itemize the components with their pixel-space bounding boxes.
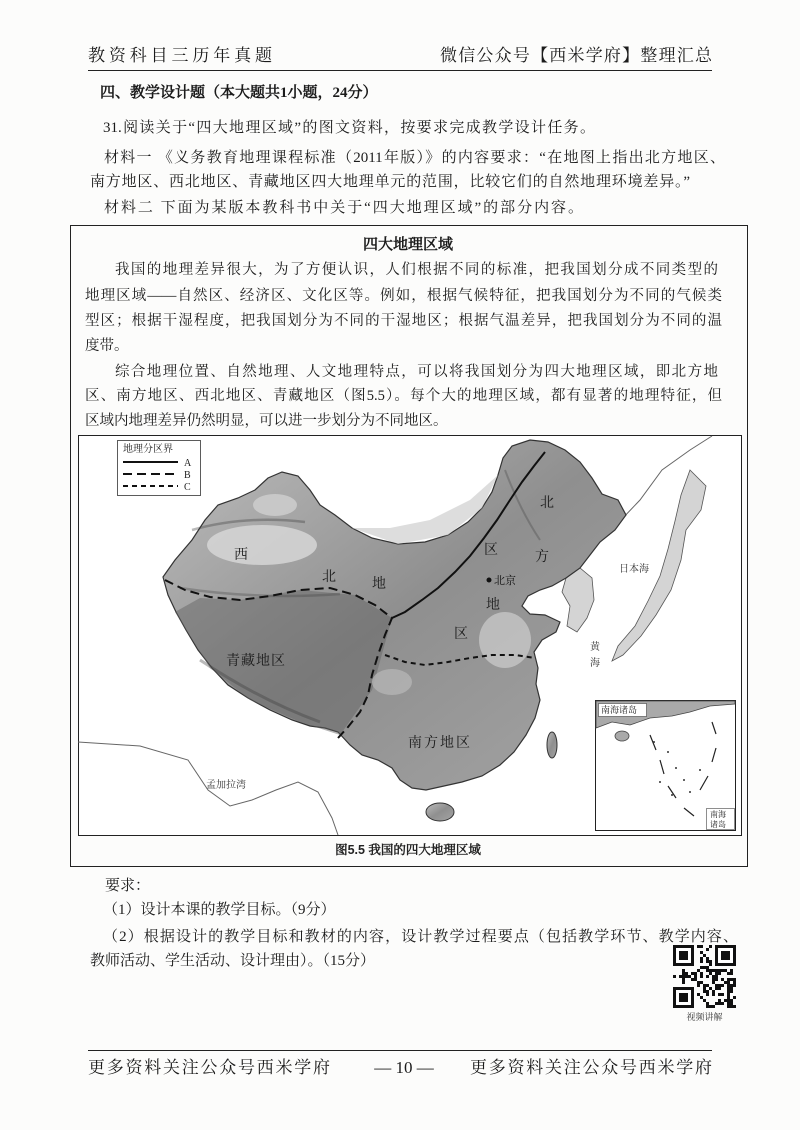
qr-module bbox=[730, 999, 733, 1002]
north-region-label: 北 bbox=[540, 496, 554, 511]
qr-module bbox=[709, 987, 712, 990]
map-caption: 图5.5 我国的四大地理区域 bbox=[335, 843, 481, 857]
requirement-line: （1）设计本课的教学目标。（9分） bbox=[103, 902, 336, 918]
northwest-region-label: 北 bbox=[322, 570, 336, 585]
material1-line: 南方地区、西北地区、青藏地区四大地理单元的范围，比较它们的自然地理环境差异。” bbox=[90, 174, 690, 190]
qr-module bbox=[721, 1002, 724, 1005]
qr-module bbox=[727, 990, 730, 993]
china-regions-map bbox=[78, 435, 742, 836]
qr-module bbox=[697, 969, 700, 972]
excerpt-line: 地理区域——自然区、经济区、文化区等。例如，根据气候特征，把我国划分为不同的气候类 bbox=[85, 288, 722, 304]
plain-relief bbox=[479, 612, 531, 668]
qr-module bbox=[685, 972, 688, 975]
requirement-line: （2）根据设计的教学目标和教材的内容，设计教学过程要点（包括教学环节、教学内容、 bbox=[103, 929, 738, 945]
qr-module bbox=[709, 1005, 712, 1008]
basin-relief bbox=[372, 669, 412, 695]
qr-module bbox=[697, 984, 700, 987]
qr-module bbox=[733, 981, 736, 984]
qr-module bbox=[712, 969, 715, 972]
qr-module bbox=[730, 987, 733, 990]
requirement-line: 教师活动、学生活动、设计理由）。（15分） bbox=[90, 953, 376, 969]
header-right: 微信公众号【西米学府】整理汇总 bbox=[440, 46, 712, 65]
qr-module bbox=[703, 954, 706, 957]
qr-module bbox=[718, 999, 721, 1002]
page-number: — 10 — bbox=[374, 1058, 434, 1077]
inset-hainan bbox=[615, 731, 629, 741]
qr-module bbox=[718, 987, 721, 990]
qr-module bbox=[712, 1005, 715, 1008]
excerpt-line: 区域内地理差异仍然明显，可以进一步划分为不同地区。 bbox=[85, 413, 448, 429]
qr-module bbox=[682, 981, 685, 984]
qr-module bbox=[715, 987, 718, 990]
qr-module bbox=[688, 975, 691, 978]
qr-module bbox=[733, 1005, 736, 1008]
qr-module bbox=[706, 990, 709, 993]
qr-module bbox=[709, 963, 712, 966]
inset-corner-label: 诸岛 bbox=[710, 820, 726, 829]
northwest-region-label: 区 bbox=[484, 543, 498, 558]
qr-module bbox=[715, 1002, 718, 1005]
north-region-label: 地 bbox=[486, 598, 500, 613]
qr-module bbox=[709, 945, 712, 948]
qr-module bbox=[727, 1002, 730, 1005]
inset-island bbox=[699, 769, 701, 771]
qr-module bbox=[703, 966, 706, 969]
qr-module bbox=[718, 969, 721, 972]
north-region-label: 方 bbox=[535, 550, 549, 565]
legend-title: 地理分区界 bbox=[123, 444, 173, 455]
qr-module bbox=[691, 972, 694, 975]
qr-finder bbox=[679, 993, 688, 1002]
excerpt-line: 度带。 bbox=[85, 338, 129, 354]
qr-module bbox=[709, 972, 712, 975]
qr-module bbox=[706, 969, 709, 972]
qr-module bbox=[721, 969, 724, 972]
excerpt-title: 四大地理区域 bbox=[362, 237, 453, 253]
inset-island bbox=[653, 741, 655, 743]
qr-module bbox=[700, 981, 703, 984]
taiwan-island bbox=[547, 732, 557, 758]
qr-module bbox=[715, 975, 718, 978]
legend-label-a: A bbox=[184, 458, 192, 469]
qr-module bbox=[730, 984, 733, 987]
qr-module bbox=[727, 993, 730, 996]
qr-module bbox=[718, 984, 721, 987]
footer-right: 更多资料关注公众号西米学府 bbox=[470, 1058, 712, 1077]
qr-module bbox=[718, 1002, 721, 1005]
south-region-label: 南方地区 bbox=[408, 736, 472, 751]
qr-module bbox=[730, 969, 733, 972]
inset-label: 南海诸岛 bbox=[601, 705, 638, 715]
qr-module bbox=[691, 978, 694, 981]
qr-module bbox=[700, 972, 703, 975]
material2-line: 材料二 下面为某版本教科书中关于“四大地理区域”的部分内容。 bbox=[104, 200, 583, 216]
qr-module bbox=[703, 990, 706, 993]
inset-island bbox=[683, 779, 685, 781]
inset-island bbox=[671, 794, 673, 796]
qr-module bbox=[706, 960, 709, 963]
qr-module bbox=[721, 984, 724, 987]
qr-module bbox=[724, 981, 727, 984]
qr-module bbox=[727, 1005, 730, 1008]
footer-rule bbox=[88, 1050, 712, 1051]
qr-module bbox=[730, 1002, 733, 1005]
qr-module bbox=[715, 978, 718, 981]
excerpt-line: 区、南方地区、西北地区、青藏地区（图5.5）。每个大的地理区域，都有显著的地理特征，但 bbox=[85, 388, 722, 404]
qr-module bbox=[727, 972, 730, 975]
qr-module bbox=[733, 978, 736, 981]
northwest-region-label: 西 bbox=[234, 548, 248, 563]
qr-module bbox=[712, 975, 715, 978]
qr-module bbox=[706, 948, 709, 951]
qr-module bbox=[724, 969, 727, 972]
qr-module bbox=[679, 975, 682, 978]
bay-of-bengal-label: 孟加拉湾 bbox=[206, 780, 246, 791]
basin-relief bbox=[253, 494, 297, 516]
qr-module bbox=[694, 978, 697, 981]
inset-island bbox=[675, 767, 677, 769]
qr-module bbox=[700, 951, 703, 954]
qr-module bbox=[700, 960, 703, 963]
qr-module bbox=[700, 945, 703, 948]
qr-module bbox=[706, 975, 709, 978]
legend-label-c: C bbox=[184, 482, 191, 493]
qr-module bbox=[727, 978, 730, 981]
header-left: 教资科目三历年真题 bbox=[88, 46, 272, 65]
qr-module bbox=[730, 990, 733, 993]
qr-module bbox=[697, 945, 700, 948]
qr-module bbox=[682, 969, 685, 972]
qr-module bbox=[721, 978, 724, 981]
qr-module bbox=[727, 984, 730, 987]
qr-module bbox=[706, 957, 709, 960]
hainan-island bbox=[426, 803, 454, 821]
northwest-region-label: 地 bbox=[372, 577, 386, 592]
qr-module bbox=[697, 981, 700, 984]
qr-module bbox=[712, 993, 715, 996]
qr-module bbox=[712, 990, 715, 993]
qr-module bbox=[730, 978, 733, 981]
qr-module bbox=[700, 975, 703, 978]
qr-module bbox=[682, 978, 685, 981]
qr-module bbox=[724, 999, 727, 1002]
yellow-sea-label: 海 bbox=[590, 658, 600, 669]
qr-module bbox=[727, 987, 730, 990]
qr-module bbox=[700, 996, 703, 999]
qr-module bbox=[727, 996, 730, 999]
qr-code[interactable] bbox=[673, 945, 736, 1008]
basin-relief bbox=[207, 525, 317, 565]
qr-module bbox=[706, 1005, 709, 1008]
qr-module bbox=[682, 972, 685, 975]
qr-module bbox=[727, 981, 730, 984]
section-title: 四、教学设计题（本大题共1小题，24分） bbox=[100, 85, 378, 101]
qr-module bbox=[730, 1005, 733, 1008]
qr-module bbox=[694, 972, 697, 975]
excerpt-line: 型区；根据干湿程度，把我国划分为不同的干湿地区；根据气温差异，把我国划分为不同的温 bbox=[85, 313, 722, 329]
beijing-marker bbox=[487, 578, 492, 583]
qr-module bbox=[715, 972, 718, 975]
header-rule bbox=[88, 70, 712, 71]
qr-module bbox=[715, 984, 718, 987]
japan-sea-label: 日本海 bbox=[619, 564, 649, 575]
inset-island bbox=[667, 751, 669, 753]
qr-module bbox=[718, 972, 721, 975]
qr-module bbox=[703, 999, 706, 1002]
material1-line: 材料一 《义务教育地理课程标准（2011年版）》的内容要求：“在地图上指出北方地区、 bbox=[104, 150, 725, 166]
qr-module bbox=[673, 975, 676, 978]
inset-corner-label: 南海 bbox=[710, 810, 726, 819]
inset-island bbox=[689, 791, 691, 793]
qr-module bbox=[706, 993, 709, 996]
qr-module bbox=[733, 996, 736, 999]
qr-module bbox=[703, 987, 706, 990]
qr-finder bbox=[721, 951, 730, 960]
qr-module bbox=[709, 969, 712, 972]
qr-module bbox=[682, 975, 685, 978]
qr-module bbox=[706, 1002, 709, 1005]
qr-module bbox=[730, 972, 733, 975]
qr-label: 视频讲解 bbox=[686, 1012, 723, 1022]
qr-module bbox=[694, 975, 697, 978]
yellow-sea-label: 黄 bbox=[590, 642, 600, 653]
qr-module bbox=[718, 993, 721, 996]
beijing-label: 北京 bbox=[494, 575, 516, 587]
legend-label-b: B bbox=[184, 470, 191, 481]
qr-module bbox=[712, 978, 715, 981]
qr-module bbox=[703, 984, 706, 987]
requirements-heading: 要求： bbox=[105, 878, 151, 894]
question-stem: 31.阅读关于“四大地理区域”的图文资料，按要求完成教学设计任务。 bbox=[103, 120, 595, 136]
qr-module bbox=[685, 975, 688, 978]
qr-module bbox=[697, 993, 700, 996]
qr-module bbox=[715, 969, 718, 972]
footer-left: 更多资料关注公众号西米学府 bbox=[88, 1058, 330, 1077]
qr-module bbox=[733, 984, 736, 987]
qr-module bbox=[712, 981, 715, 984]
excerpt-line: 综合地理位置、自然地理、人文地理特点，可以将我国划分为四大地理区域，即北方地 bbox=[115, 364, 718, 380]
qr-module bbox=[706, 966, 709, 969]
qr-module bbox=[700, 957, 703, 960]
qr-module bbox=[727, 999, 730, 1002]
north-region-label: 区 bbox=[454, 627, 468, 642]
excerpt-line: 我国的地理差异很大，为了方便认识，人们根据不同的标准，把我国划分成不同类型的 bbox=[115, 262, 718, 278]
qr-module bbox=[700, 966, 703, 969]
qr-finder bbox=[679, 951, 688, 960]
qinghai-tibet-region-label: 青藏地区 bbox=[226, 654, 286, 669]
qr-module bbox=[706, 984, 709, 987]
qr-module bbox=[709, 960, 712, 963]
qr-module bbox=[721, 993, 724, 996]
inset-island bbox=[659, 781, 661, 783]
